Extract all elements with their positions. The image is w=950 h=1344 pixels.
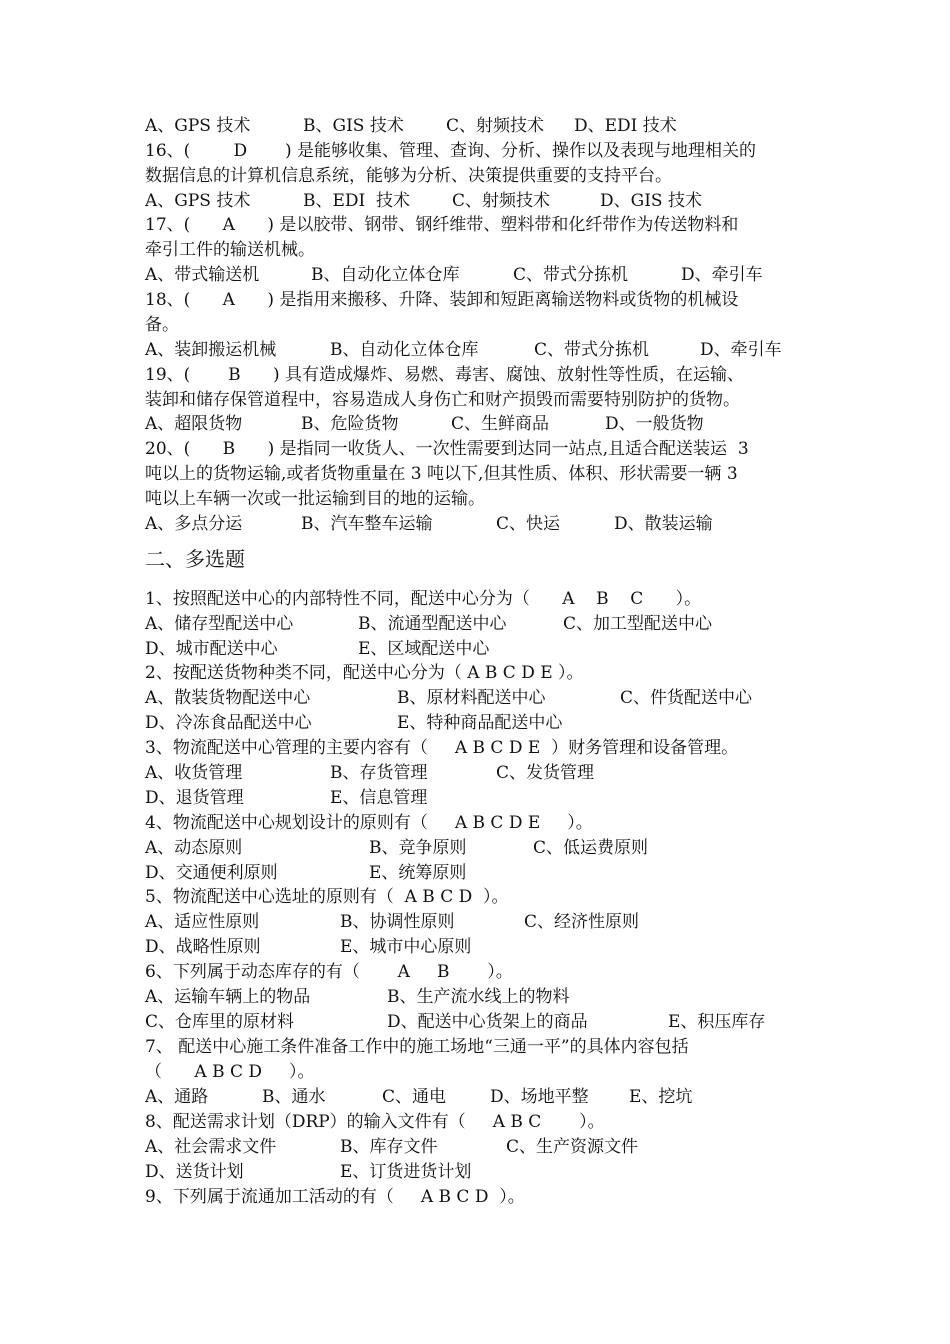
option: C、低运费原则 [533, 838, 649, 858]
option: C、射频技术 [446, 116, 545, 136]
option: B、原材料配送中心 [397, 688, 546, 708]
question-20-line-2: 吨以上的货物运输,或者货物重量在 3 吨以下,但其性质、体积、形状需要一辆 3 [145, 464, 738, 484]
option: E、信息管理 [330, 788, 428, 808]
option: B、存货管理 [330, 763, 428, 783]
question-19-line-1: 19、( B ) 具有造成爆炸、易燃、毒害、腐蚀、放射性等性质，在运输、 [145, 365, 745, 385]
option: E、积压库存 [668, 1012, 766, 1032]
option: D、牵引车 [681, 265, 763, 285]
option: D、城市配送中心 [145, 639, 278, 659]
multi-question-8: 8、配送需求计划（DRP）的输入文件有（ A B C ）。 [145, 1112, 605, 1132]
option: D、配送中心货架上的商品 [387, 1012, 588, 1032]
question-18-line-2: 备。 [145, 315, 179, 335]
option: C、射频技术 [452, 191, 551, 211]
option: D、场地平整 [490, 1087, 589, 1107]
option: D、战略性原则 [145, 937, 261, 957]
option: A、带式输送机 [145, 265, 260, 285]
option: D、冷冻食品配送中心 [145, 713, 312, 733]
option: A、多点分运 [145, 514, 243, 534]
option: A、GPS 技术 [145, 116, 251, 136]
option: E、挖坑 [629, 1087, 693, 1107]
question-17-line-1: 17、( A ) 是以胶带、钢带、钢纤维带、塑料带和化纤带作为传送物料和 [145, 215, 739, 235]
option: B、协调性原则 [340, 912, 455, 932]
option: A、散装货物配送中心 [145, 688, 311, 708]
question-19-line-2: 装卸和储存保管道程中，容易造成人身伤亡和财产损毁而需要特别防护的货物。 [145, 390, 740, 410]
option: B、自动化立体仓库 [311, 265, 460, 285]
option: D、退货管理 [145, 788, 244, 808]
option: E、订货进货计划 [340, 1162, 472, 1182]
question-20-line-1: 20、( B ) 是指同一收货人、一次性需要到达同一站点,且适合配送装运 3 [145, 439, 749, 459]
question-18-line-1: 18、( A ) 是指用来搬移、升降、装卸和短距离输送物料或货物的机械设 [145, 290, 739, 310]
option: A、通路 [145, 1087, 209, 1107]
option: C、加工型配送中心 [563, 614, 713, 634]
option: A、装卸搬运机械 [145, 340, 277, 360]
option: C、带式分拣机 [534, 340, 650, 360]
option: C、通电 [382, 1087, 447, 1107]
question-17-line-2: 牵引工件的输送机械。 [145, 240, 315, 260]
option: E、区域配送中心 [358, 639, 490, 659]
option: C、经济性原则 [524, 912, 640, 932]
option: B、生产流水线上的物料 [387, 987, 570, 1007]
option: C、件货配送中心 [620, 688, 753, 708]
question-20-line-3: 吨以上车辆一次或一批运输到目的地的运输。 [145, 489, 485, 509]
option: D、GIS 技术 [600, 191, 702, 211]
multi-question-7-line-1: 7、 配送中心施工条件准备工作中的施工场地“三通一平”的具体内容包括 [145, 1037, 689, 1057]
option: E、统筹原则 [369, 863, 467, 883]
option: B、自动化立体仓库 [330, 340, 479, 360]
option: C、带式分拣机 [513, 265, 629, 285]
option: D、交通便利原则 [145, 863, 278, 883]
question-16-line-2: 数据信息的计算机信息系统，能够为分析、决策提供重要的支持平台。 [145, 166, 672, 186]
option: D、送货计划 [145, 1162, 244, 1182]
option: B、竞争原则 [369, 838, 467, 858]
option: C、生产资源文件 [506, 1137, 639, 1157]
option: C、发货管理 [496, 763, 595, 783]
option: B、库存文件 [340, 1137, 438, 1157]
option: D、一般货物 [605, 414, 704, 434]
multi-question-9: 9、下列属于流通加工活动的有（ A B C D ）。 [145, 1187, 525, 1207]
option: A、适应性原则 [145, 912, 260, 932]
option: A、储存型配送中心 [145, 614, 294, 634]
multi-question-2: 2、按配送货物种类不同，配送中心分为（ A B C D E ）。 [145, 663, 584, 683]
option: E、城市中心原则 [340, 937, 472, 957]
option: C、快运 [496, 514, 561, 534]
multi-question-1: 1、按照配送中心的内部特性不同，配送中心分为（ A B C ）。 [145, 589, 702, 609]
option: A、收货管理 [145, 763, 243, 783]
option: A、社会需求文件 [145, 1137, 277, 1157]
multi-question-3: 3、物流配送中心管理的主要内容有（ A B C D E ）财务管理和设备管理。 [145, 738, 739, 758]
question-16-line-1: 16、( D ) 是能够收集、管理、查询、分析、操作以及表现与地理相关的 [145, 141, 756, 161]
option: C、生鲜商品 [451, 414, 550, 434]
option: A、动态原则 [145, 838, 243, 858]
multi-question-7-line-2: （ A B C D ）。 [145, 1062, 315, 1082]
multi-question-4: 4、物流配送中心规划设计的原则有（ A B C D E ）。 [145, 813, 593, 833]
option: B、汽车整车运输 [301, 514, 433, 534]
option: B、流通型配送中心 [358, 614, 507, 634]
option: B、危险货物 [301, 414, 399, 434]
option: C、仓库里的原材料 [145, 1012, 295, 1032]
option: B、通水 [262, 1087, 326, 1107]
option: A、GPS 技术 [145, 191, 251, 211]
option: B、GIS 技术 [303, 116, 404, 136]
option: A、运输车辆上的物品 [145, 987, 311, 1007]
option: A、超限货物 [145, 414, 243, 434]
multi-question-5: 5、物流配送中心选址的原则有（ A B C D ）。 [145, 887, 509, 907]
option: D、散装运输 [614, 514, 713, 534]
multi-question-6: 6、下列属于动态库存的有（ A B ）。 [145, 962, 513, 982]
option: D、牵引车 [700, 340, 782, 360]
option: D、EDI 技术 [574, 116, 677, 136]
option: E、特种商品配送中心 [397, 713, 563, 733]
section-title: 二、多选题 [145, 547, 245, 571]
option: B、EDI 技术 [303, 191, 411, 211]
